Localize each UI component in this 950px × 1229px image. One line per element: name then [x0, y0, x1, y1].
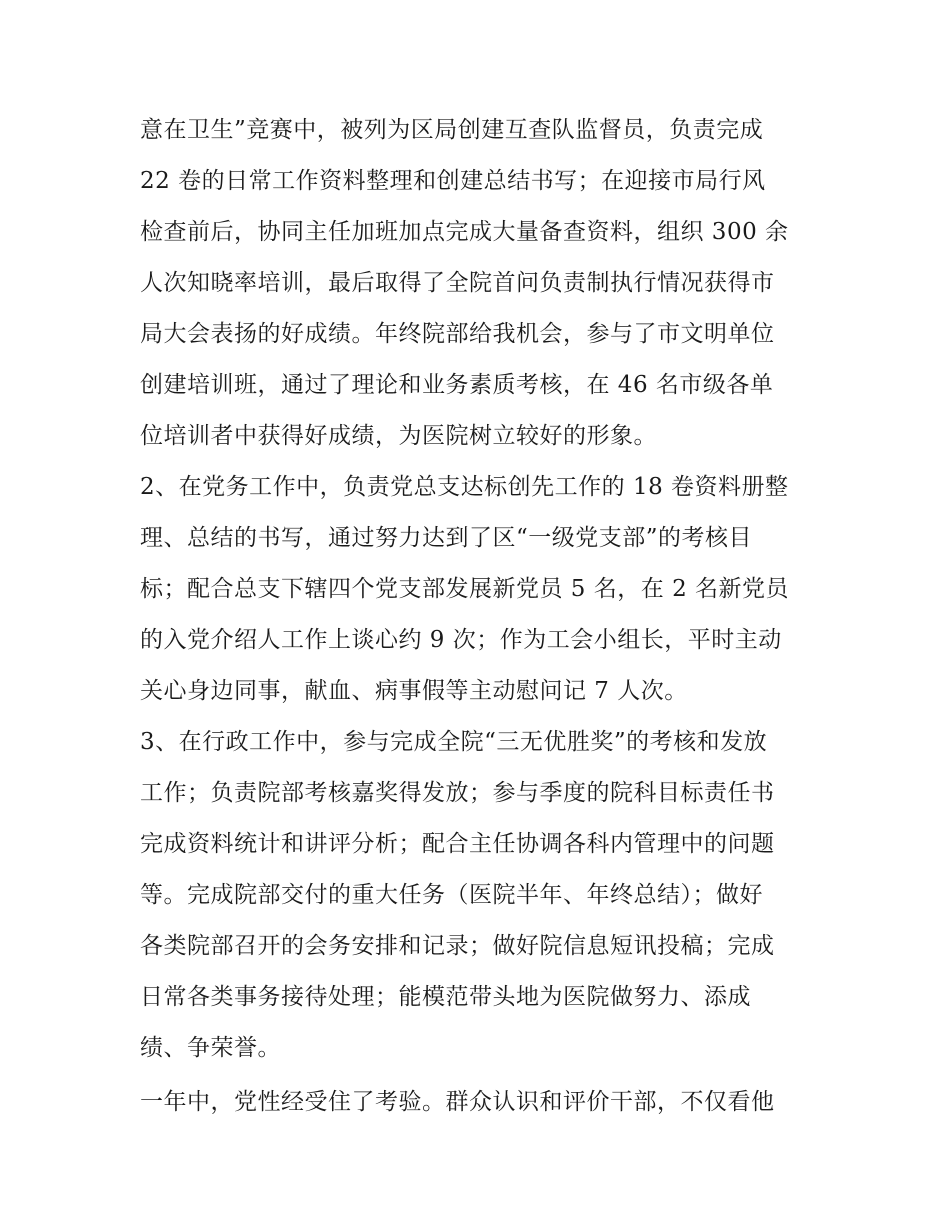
text-line: 工作；负责院部考核嘉奖得发放；参与季度的院科目标责任书: [140, 780, 775, 806]
text-line: 检查前后，协同主任加班加点完成大量备查资料，组织 300 余: [140, 219, 789, 245]
document-body: [140, 105, 820, 1128]
text-line: 绩、争荣誉。: [140, 1035, 281, 1061]
paragraph-intro-continuation: [140, 105, 820, 462]
text-line: 创建培训班，通过了理论和业务素质考核，在 46 名市级各单: [140, 372, 774, 398]
text-line: 完成资料统计和讲评分析；配合主任协调各科内管理中的问题: [140, 831, 775, 857]
text-line: 3、在行政工作中，参与完成全院“三无优胜奖”的考核和发放: [140, 729, 768, 755]
text-line: 的入党介绍人工作上谈心约 9 次；作为工会小组长，平时主动: [140, 627, 782, 653]
paragraph-admin-work: [140, 717, 820, 1074]
text-line: 标；配合总支下辖四个党支部发展新党员 5 名，在 2 名新党员: [140, 576, 790, 602]
paragraph-conclusion: [140, 1077, 820, 1128]
text-line: 局大会表扬的好成绩。年终院部给我机会，参与了市文明单位: [140, 321, 775, 347]
paragraph-party-work: [140, 462, 820, 717]
text-line: 人次知晓率培训，最后取得了全院首问负责制执行情况获得市: [140, 270, 775, 296]
text-line: 2、在党务工作中，负责党总支达标创先工作的 18 卷资料册整: [140, 474, 789, 500]
text-line: 一年中，党性经受住了考验。群众认识和评价干部，不仅看他: [140, 1089, 775, 1115]
text-line: 理、总结的书写，通过努力达到了区“一级党支部”的考核目: [140, 525, 753, 551]
text-line: 22 卷的日常工作资料整理和创建总结书写；在迎接市局行风: [140, 168, 766, 194]
text-line: 关心身边同事，献血、病事假等主动慰问记 7 人次。: [140, 678, 688, 704]
text-line: 意在卫生”竞赛中，被列为区局创建互查队监督员，负责完成: [140, 117, 764, 143]
text-line: 日常各类事务接待处理；能模范带头地为医院做努力、添成: [140, 984, 751, 1010]
text-line: 各类院部召开的会务安排和记录；做好院信息短讯投稿；完成: [140, 933, 775, 959]
text-line: 位培训者中获得好成绩，为医院树立较好的形象。: [140, 423, 657, 449]
text-line: 等。完成院部交付的重大任务（医院半年、年终总结）；做好: [140, 882, 763, 908]
